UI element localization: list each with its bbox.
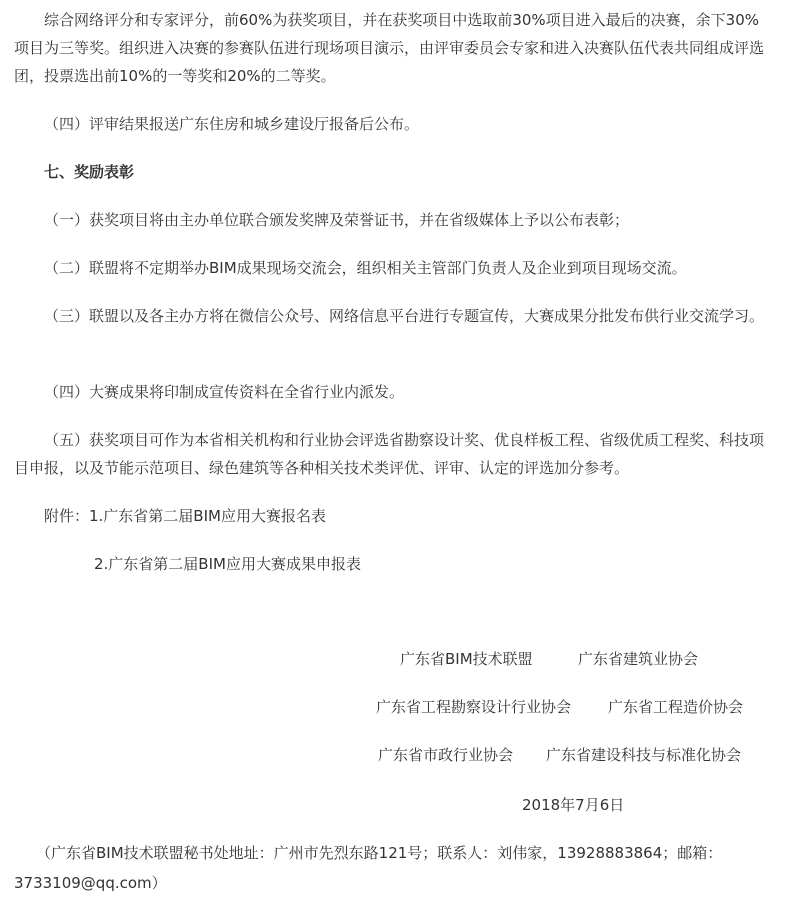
contact-line-1: （广东省BIM技术联盟秘书处地址：广州市先烈东路121号；联系人：刘伟家，13928883864；邮箱：: [36, 844, 723, 862]
org-survey-design-association: 广东省工程勘察设计行业协会: [376, 698, 572, 716]
org-cost-association: 广东省工程造价协会: [608, 698, 744, 716]
paragraph-review-result: （四）评审结果报送广东住房和城乡建设厅报备后公布。: [44, 115, 420, 133]
paragraph-award-1: （一）获奖项目将由主办单位联合颁发奖牌及荣誉证书，并在省级媒体上予以公布表彰；: [44, 211, 630, 229]
section-heading-awards: 七、奖励表彰: [44, 163, 135, 181]
org-bim-alliance: 广东省BIM技术联盟: [400, 650, 533, 668]
org-construction-association: 广东省建筑业协会: [578, 650, 699, 668]
document-date: 2018年7月6日: [522, 796, 625, 814]
org-tech-standard-association: 广东省建设科技与标准化协会: [546, 746, 742, 764]
attachment-2-link[interactable]: 2.广东省第二届BIM应用大赛成果申报表: [94, 555, 361, 573]
paragraph-award-5: （五）获奖项目可作为本省相关机构和行业协会评选省勘察设计奖、优良样板工程、省级优质工程奖、科技项目申报，以及节能示范项目、绿色建筑等各种相关技术类评优、评审、认定的评选加分参考。: [14, 431, 765, 477]
paragraph-award-2: （二）联盟将不定期举办BIM成果现场交流会，组织相关主管部门负责人及企业到项目现场交流。: [44, 259, 687, 277]
org-municipal-association: 广东省市政行业协会: [378, 746, 514, 764]
contact-email[interactable]: 3733109@qq.com）: [14, 874, 167, 892]
paragraph-award-3: （三）联盟以及各主办方将在微信公众号、网络信息平台进行专题宣传，大赛成果分批发布供行业交流学习。: [44, 307, 765, 325]
attachment-1-link[interactable]: 附件：1.广东省第二届BIM应用大赛报名表: [44, 507, 326, 525]
paragraph-intro: 综合网络评分和专家评分，前60%为获奖项目，并在获奖项目中选取前30%项目进入最后的决赛，余下30%项目为三等奖。组织进入决赛的参赛队伍进行现场项目演示，由评审委员会专家和进入决赛队伍代表共同组成评选团，投票选出前10%的一等奖和20%的二等奖。: [14, 11, 765, 85]
paragraph-award-4: （四）大赛成果将印制成宣传资料在全省行业内派发。: [44, 383, 405, 401]
contact-info: [14, 838, 774, 898]
